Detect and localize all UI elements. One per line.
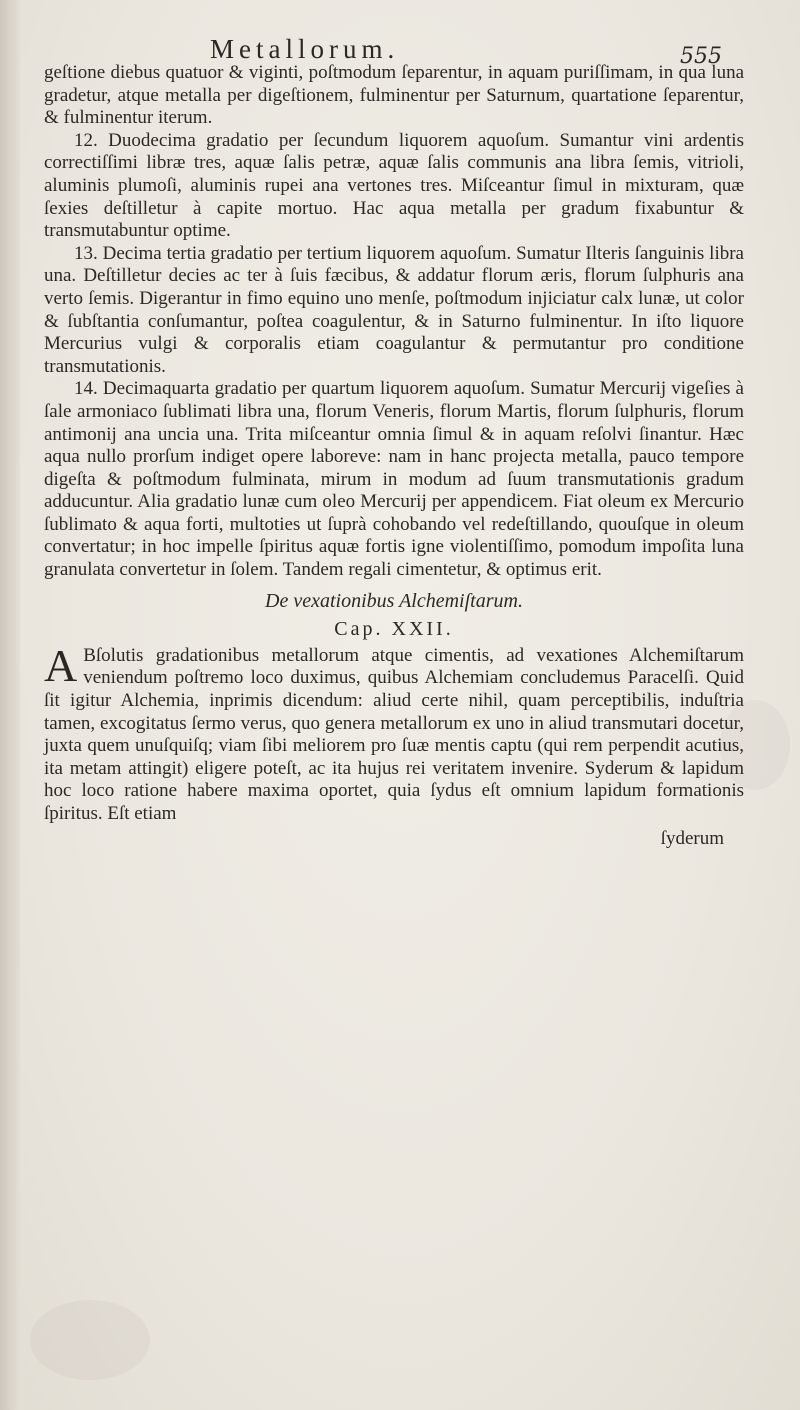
running-title: Metallorum. [210,34,400,64]
body-text [44,62,744,850]
paragraph-12: 12. Duodecima gradatio per ſecundum liquorem aquoſum. Sumantur vini ardentis correctiſſimi libræ tres, aquæ ſalis petræ, aquæ ſalis communis ana libra ſemis, vitrioli, aluminis plumoſi, aluminis rupei ana vertones tres. Miſceantur ſimul in mixturam, quæ ſexies deſtilletur à capite mortuo. Hac aqua metalla per gradum fixabuntur & transmutabuntur optime. [44,129,744,242]
section-heading: De vexationibus Alchemiſtarum. [265,589,523,612]
chapter-label: Cap. XXII. [334,618,454,641]
chapter-paragraph [44,639,744,826]
page-gutter [0,0,20,1410]
catchword: ſyderum [660,827,724,849]
chapter-paragraph-text: Bſolutis gradationibus metallorum atque cimentis, ad vexationes Alchemiſtarum veniendum poſtremo loco duximus, quibus Alchemiam concludemus Paracelſi. Quid ſit igitur Alchemia, inprimis dicendum: aliud certe nihil, quam perceptibilis, induſtria tamen, excogitatus ſermo verus, quo genera metallorum ex uno in aliud transmutari docetur, juxta quem unuſquiſq; viam ſibi meliorem pro ſuæ mentis captu (qui rem perpendit acutius, ita metam attingit) eligere poteſt, ac ita hujus rei veritatem invenire. Syderum & lapidum hoc loco ratione habere maxima oportet, quia ſydus eſt omnium lapidum formationis ſpiritus. Eſt etiam [44,644,744,824]
paper-stain [30,1300,150,1380]
paragraph-14: 14. Decimaquarta gradatio per quartum liquorem aquoſum. Sumatur Mercurij vigeſies à ſale armoniaco ſublimati libra una, florum Veneris, florum Martis, florum ſulphuris, florum antimonij ana uncia una. Trita miſceantur omnia ſimul & in aquam reſolvi ſinantur. Hæc aqua nullo prorſum indiget opere laboreve: nam in hanc projecta metalla, pauco tempore digeſta & poſtmodum fulminata, mirum in modum ad ſuum transmutationis gradum adducuntur. Alia gradatio lunæ cum oleo Mercurij per appendicem. Fiat oleum ex Mercurio ſublimato & aqua forti, multoties ut ſuprà cohobando vel redeſtillando, quouſque in oleum convertatur; in hoc impelle ſpiritus aquæ fortis igne violentiſſimo, pomodum impoſita luna granulata convertetur in ſolem. Tandem regali cimentetur, & optimus erit. [44,378,744,581]
drop-cap: A [44,639,78,691]
page-number: 555 [680,44,722,69]
paragraph-13: 13. Decima tertia gradatio per tertium liquorem aquoſum. Sumatur Ilteris ſanguinis libra una. Deſtilletur decies ac ter à ſuis fæcibus, & addatur florum æris, florum ſulphuris ana verto ſemis. Digerantur in fimo equino uno menſe, poſtmodum injiciatur calx lunæ, ut color & ſubſtantia conſumantur, poſtea coagulentur, & in Saturno fulminentur. In iſto liquore Mercurius vulgi & corporalis etiam coagulantur & permutantur pro conditione transmutationis. [44,242,744,377]
paragraph-continuation: geſtione diebus quatuor & viginti, poſtmodum ſeparentur, in aquam puriſſimam, in qua luna gradetur, atque metalla per digeſtionem, fulminentur per Saturnum, quartatione ſeparentur, & fulminentur iterum. [44,62,744,129]
